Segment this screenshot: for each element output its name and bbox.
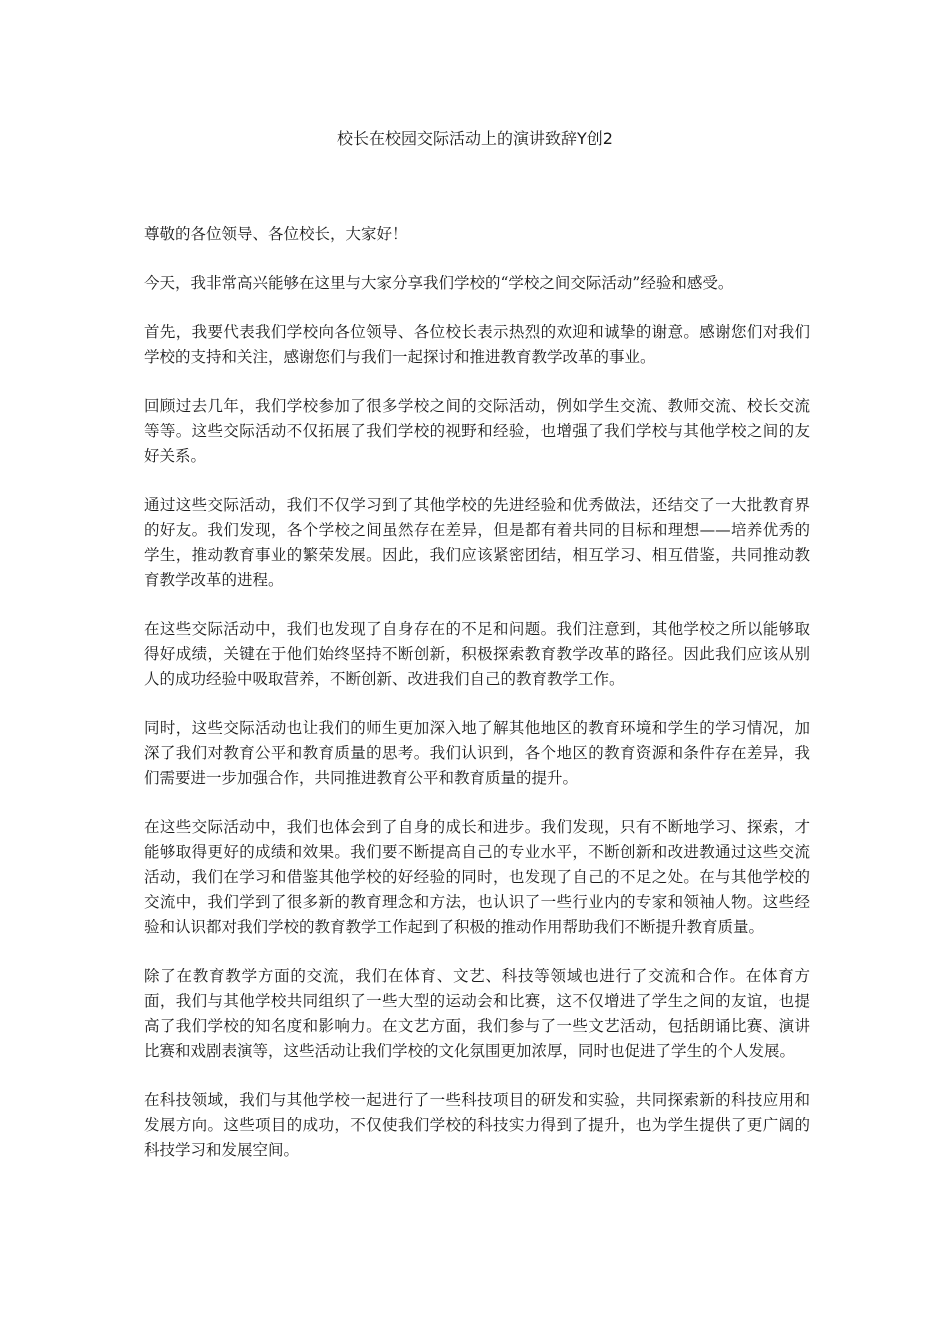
paragraph-other-fields: 除了在教育教学方面的交流，我们在体育、文艺、科技等领域也进行了交流和合作。在体育方面，我们与其他学校共同组织了一些大型的运动会和比赛，这不仅增进了学生之间的友谊，也提高了我们学校的知名度和影响力。在文艺方面，我们参与了一些文艺活动，包括朗诵比赛、演讲比赛和戏剧表演等，这些活动让我们学校的文化氛围更加浓厚，同时也促进了学生的个人发展。 xyxy=(144,967,810,1060)
paragraph-thanks: 首先，我要代表我们学校向各位领导、各位校长表示热烈的欢迎和诚挚的谢意。感谢您们对我们学校的支持和关注，感谢您们与我们一起探讨和推进教育教学改革的事业。 xyxy=(144,323,810,366)
paragraph-technology: 在科技领域，我们与其他学校一起进行了一些科技项目的研发和实验，共同探索新的科技应用和发展方向。这些项目的成功，不仅使我们学校的科技实力得到了提升，也为学生提供了更广阔的科技学习和发展空间。 xyxy=(144,1091,810,1159)
document-body xyxy=(144,222,810,1187)
paragraph-greeting: 尊敬的各位领导、各位校长，大家好！ xyxy=(144,225,408,243)
paragraph-learning: 通过这些交际活动，我们不仅学习到了其他学校的先进经验和优秀做法，还结交了一大批教育界的好友。我们发现，各个学校之间虽然存在差异，但是都有着共同的目标和理想——培养优秀的学生，推动教育事业的繁荣发展。因此，我们应该紧密团结，相互学习、相互借鉴，共同推动教育教学改革的进程。 xyxy=(144,496,810,589)
paragraph-understanding: 同时，这些交际活动也让我们的师生更加深入地了解其他地区的教育环境和学生的学习情况，加深了我们对教育公平和教育质量的思考。我们认识到，各个地区的教育资源和条件存在差异，我们需要进一步加强合作，共同推进教育公平和教育质量的提升。 xyxy=(144,719,810,787)
paragraph-shortcomings: 在这些交际活动中，我们也发现了自身存在的不足和问题。我们注意到，其他学校之所以能够取得好成绩，关键在于他们始终坚持不断创新，积极探索教育教学改革的路径。因此我们应该从别人的成功经验中吸取营养，不断创新、改进我们自己的教育教学工作。 xyxy=(144,620,810,688)
paragraph-review: 回顾过去几年，我们学校参加了很多学校之间的交际活动，例如学生交流、教师交流、校长交流等等。这些交际活动不仅拓展了我们学校的视野和经验，也增强了我们学校与其他学校之间的友好关系。 xyxy=(144,397,810,465)
paragraph-growth: 在这些交际活动中，我们也体会到了自身的成长和进步。我们发现，只有不断地学习、探索，才能够取得更好的成绩和效果。我们要不断提高自己的专业水平，不断创新和改进教通过这些交流活动，我们在学习和借鉴其他学校的好经验的同时，也发现了自己的不足之处。在与其他学校的交流中，我们学到了很多新的教育理念和方法，也认识了一些行业内的专家和领袖人物。这些经验和认识都对我们学校的教育教学工作起到了积极的推动作用帮助我们不断提升教育质量。 xyxy=(144,818,810,936)
paragraph-intro: 今天，我非常高兴能够在这里与大家分享我们学校的“学校之间交际活动”经验和感受。 xyxy=(144,274,734,292)
document-title: 校长在校园交际活动上的演讲致辞Y创2 xyxy=(337,129,613,148)
